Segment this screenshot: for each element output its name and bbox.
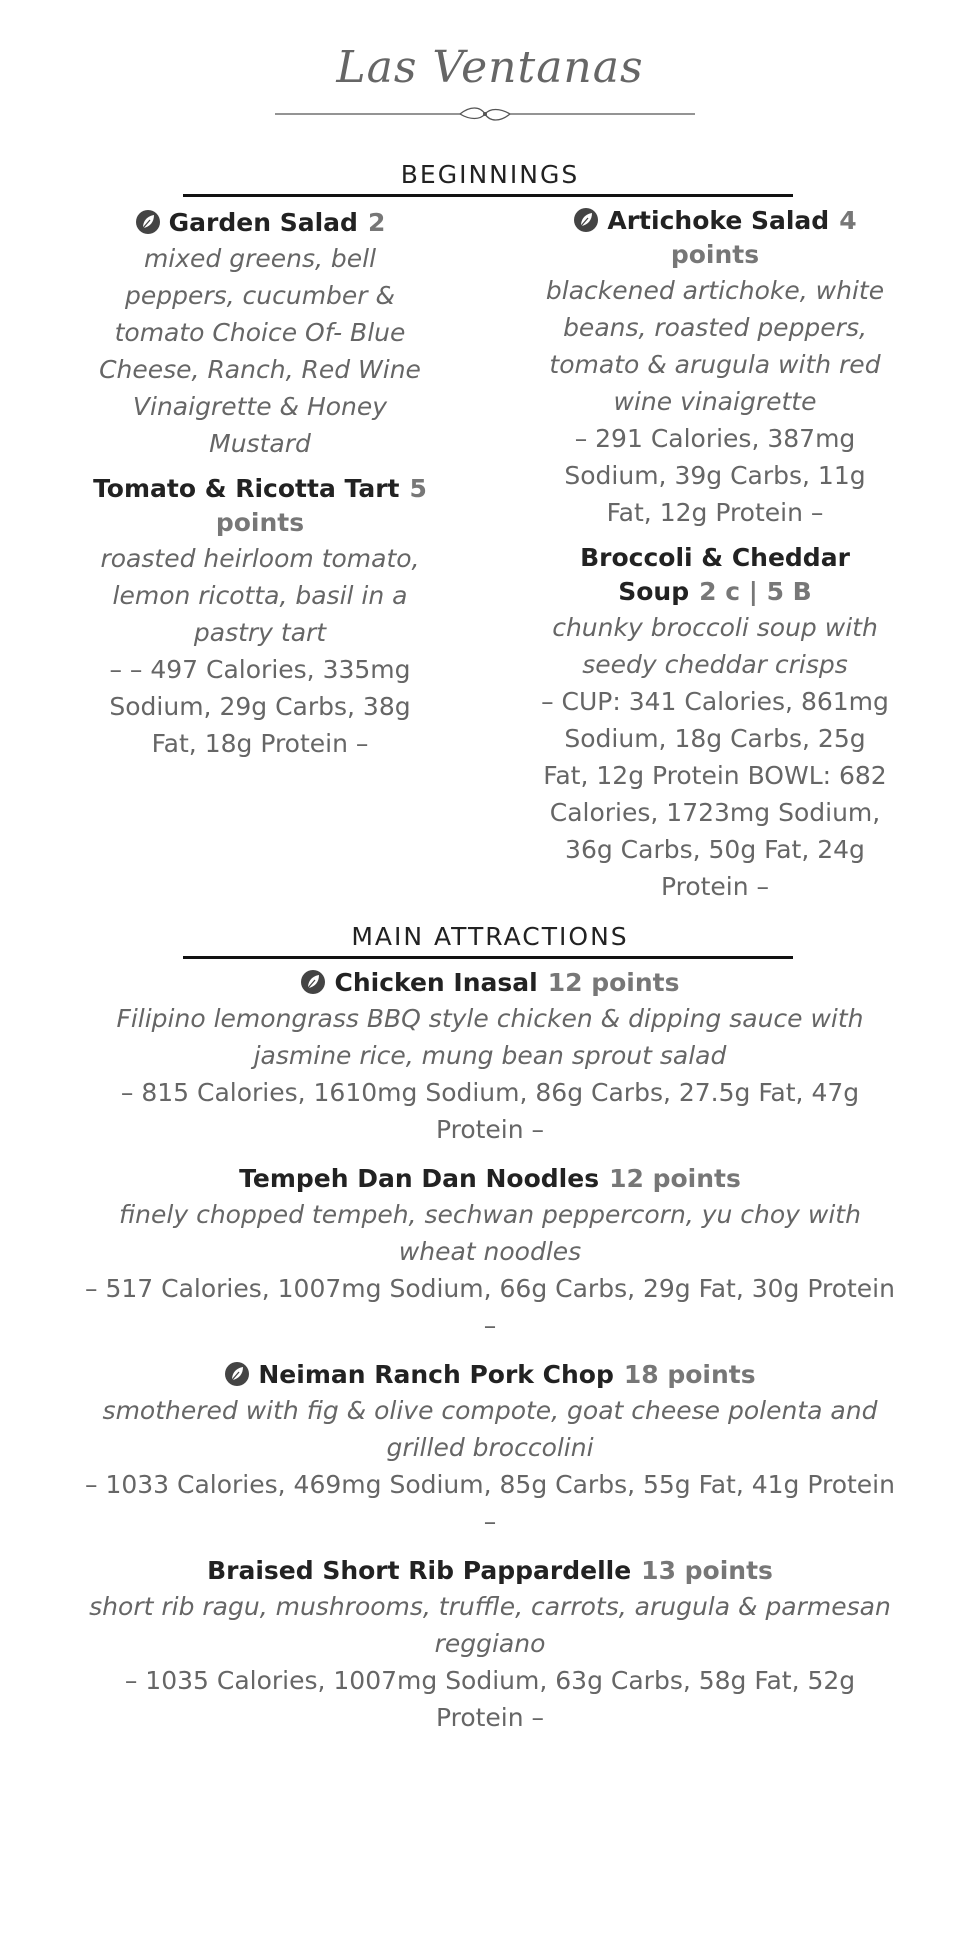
menu-item-points: 2 c | 5 B: [699, 577, 812, 606]
menu-item-name: Tempeh Dan Dan Noodles: [239, 1164, 600, 1193]
menu-item-nutrition: – – 497 Calories, 335mg Sodium, 29g Carbs, 38g Fat, 18g Protein –: [109, 655, 411, 758]
vegetarian-leaf-icon: [224, 1361, 250, 1387]
menu-item-description: Filipino lemongrass BBQ style chicken & dipping sauce with jasmine rice, mung bean sprout salad: [116, 1004, 864, 1070]
menu-item-nutrition: – 291 Calories, 387mg Sodium, 39g Carbs, 11g Fat, 12g Protein –: [564, 424, 866, 527]
menu-item-heading: [540, 541, 890, 609]
menu-item-points: 13 points: [641, 1556, 773, 1585]
menu-item-nutrition: – 815 Calories, 1610mg Sodium, 86g Carbs, 27.5g Fat, 47g Protein –: [120, 1078, 860, 1144]
menu-item-heading: [80, 1162, 900, 1196]
menu-item: [540, 204, 890, 531]
menu-item: [90, 472, 430, 762]
menu-item-points: 2: [367, 208, 386, 237]
menu-item: [90, 206, 430, 462]
vegetarian-leaf-icon: [135, 209, 161, 235]
menu-item-description: finely chopped tempeh, sechwan peppercorn, yu choy with wheat noodles: [119, 1200, 861, 1266]
main-attractions-list: [80, 966, 900, 1750]
menu-item: [80, 1162, 900, 1344]
menu-item-nutrition: – CUP: 341 Calories, 861mg Sodium, 18g Carbs, 25g Fat, 12g Protein BOWL: 682 Calories, 1723mg Sodium, 36g Carbs, 50g Fat, 24g Protein –: [541, 687, 889, 901]
vegetarian-leaf-icon: [573, 207, 599, 233]
menu-item-description: blackened artichoke, white beans, roasted peppers, tomato & arugula with red wine vinaigrette: [545, 276, 885, 416]
menu-item-nutrition: – 517 Calories, 1007mg Sodium, 66g Carbs, 29g Fat, 30g Protein –: [85, 1274, 895, 1340]
beginnings-left-column: [90, 206, 430, 772]
menu-item-nutrition: – 1035 Calories, 1007mg Sodium, 63g Carbs, 58g Fat, 52g Protein –: [124, 1666, 856, 1732]
menu-item-heading: [80, 1358, 900, 1392]
menu-item-points: 4 points: [670, 206, 857, 269]
menu-item: [80, 1358, 900, 1540]
menu-item-name: Neiman Ranch Pork Chop: [258, 1360, 614, 1389]
menu-item-heading: [80, 966, 900, 1000]
section-title-beginnings: BEGINNINGS: [400, 160, 580, 189]
menu-item-nutrition: – 1033 Calories, 469mg Sodium, 85g Carbs, 55g Fat, 41g Protein –: [85, 1470, 895, 1536]
menu-item-points: 12 points: [609, 1164, 741, 1193]
vegetarian-leaf-icon: [300, 969, 326, 995]
menu-item-points: 18 points: [623, 1360, 756, 1389]
menu-item: [80, 1554, 900, 1736]
menu-item-description: short rib ragu, mushrooms, truffle, carrots, arugula & parmesan reggiano: [89, 1592, 891, 1658]
menu-item-name: Broccoli & Cheddar Soup: [580, 543, 850, 606]
menu-item-description: smothered with fig & olive compote, goat cheese polenta and grilled broccolini: [102, 1396, 878, 1462]
menu-item-heading: [540, 204, 890, 272]
menu-item-description: chunky broccoli soup with seedy cheddar crisps: [552, 613, 878, 679]
menu-item-heading: [90, 472, 430, 540]
menu-item-points: 5 points: [215, 474, 427, 537]
menu-item-name: Artichoke Salad: [607, 206, 830, 235]
menu-item-name: Garden Salad: [168, 208, 358, 237]
menu-item-description: roasted heirloom tomato, lemon ricotta, basil in a pastry tart: [100, 544, 420, 647]
section-title-main-attractions: MAIN ATTRACTIONS: [351, 922, 629, 951]
section-rule: [183, 194, 793, 197]
menu-item-heading: [90, 206, 430, 240]
beginnings-right-column: [540, 204, 890, 915]
menu-item-name: Chicken Inasal: [334, 968, 538, 997]
menu-item-heading: [80, 1554, 900, 1588]
menu-item-points: 12 points: [547, 968, 680, 997]
restaurant-name: Las Ventanas: [336, 42, 644, 93]
menu-item-description: mixed greens, bell peppers, cucumber & tomato Choice Of- Blue Cheese, Ranch, Red Wine Vinaigrette & Honey Mustard: [99, 244, 421, 458]
menu-item-name: Tomato & Ricotta Tart: [93, 474, 400, 503]
flourish-divider-icon: [275, 104, 695, 124]
menu-item-name: Braised Short Rib Pappardelle: [207, 1556, 632, 1585]
menu-item: [540, 541, 890, 905]
menu-item: [80, 966, 900, 1148]
section-rule: [183, 956, 793, 959]
